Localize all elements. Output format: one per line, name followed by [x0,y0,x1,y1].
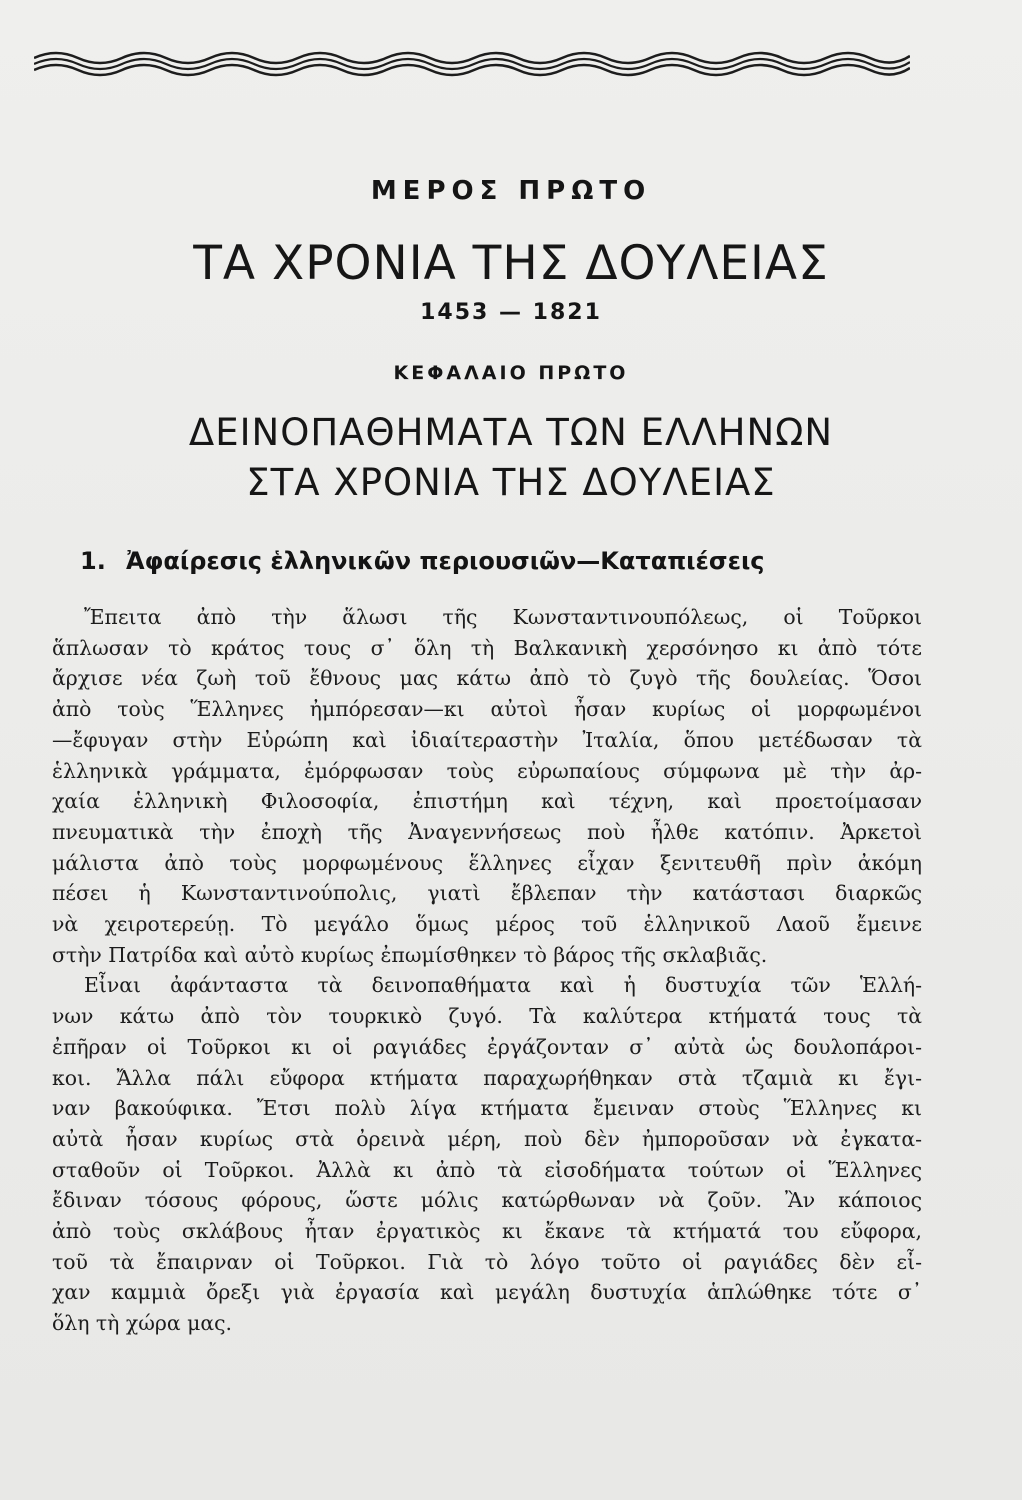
chapter-title-line-1: ΔΕΙΝΟΠΑΘΗΜΑΤΑ ΤΩΝ ΕΛΛΗΝΩΝ [188,411,834,454]
text-line: ἔδιναν τόσους φόρους, ὥστε μόλις κατώρθωναν νὰ ζοῦν. Ἂν κάποιος [52,1188,922,1213]
text-line: στὴν Πατρίδα καὶ αὐτὸ κυρίως ἐπωμίσθηκεν τὸ βάρος τῆς σκλαβιᾶς. [52,942,768,967]
paragraph [52,970,922,1338]
text-line: ἐπῆραν οἱ Τοῦρκοι κι οἱ ραγιάδες ἐργάζονταν σ᾿ αὐτὰ ὡς δουλοπάροι- [52,1034,922,1059]
chapter-title-line-2: ΣΤΑ ΧΡΟΝΙΑ ΤΗΣ ΔΟΥΛΕΙΑΣ [246,461,776,504]
text-line: ἄρχισε νέα ζωὴ τοῦ ἔθνους μας κάτω ἀπὸ τὸ ζυγὸ τῆς δουλείας. Ὅσοι [52,666,922,691]
section-title: Ἀφαίρεσις ἑλληνικῶν περιουσιῶν—Καταπιέσεις [126,547,765,575]
text-line: τοῦ τὰ ἔπαιρναν οἱ Τοῦρκοι. Γιὰ τὸ λόγο τοῦτο οἱ ραγιάδες δὲν εἶ- [52,1249,922,1274]
text-line: ἀπὸ τοὺς σκλάβους ἦταν ἐργατικὸς κι ἔκανε τὰ κτήματά του εὔφορα, [52,1219,922,1244]
section-heading [50,547,950,575]
chapter-title [0,408,1022,508]
wavy-rule-ornament-icon [34,44,910,78]
text-line: ὅλη τὴ χώρα μας. [52,1311,233,1336]
text-line: χαία ἑλληνικὴ Φιλοσοφία, ἐπιστήμη καὶ τέχνη, καὶ προετοίμασαν [52,789,922,814]
text-line: πνευματικὰ τὴν ἐποχὴ τῆς Ἀναγεννήσεως ποὺ ἦλθε κατόπιν. Ἀρκετοὶ [52,819,922,844]
text-line: ἑλληνικὰ γράμματα, ἐμόρφωσαν τοὺς εὐρωπαίους σύμφωνα μὲ τὴν ἀρ- [52,758,922,783]
text-line: νὰ χειροτερεύῃ. Τὸ μεγάλο ὅμως μέρος τοῦ ἑλληνικοῦ Λαοῦ ἔμεινε [52,912,922,937]
body-text [52,602,922,1339]
text-line: σταθοῦν οἱ Τοῦρκοι. Ἀλλὰ κι ἀπὸ τὰ εἰσοδήματα τούτων οἱ Ἕλληνες [52,1157,922,1182]
text-line: κοι. Ἄλλα πάλι εὔφορα κτήματα παραχωρήθηκαν στὰ τζαμιὰ κι ἔγι- [52,1065,922,1090]
text-line: αὐτὰ ἦσαν κυρίως στὰ ὀρεινὰ μέρη, ποὺ δὲν ἠμποροῦσαν νὰ ἐγκατα- [52,1126,922,1151]
text-line: —ἔφυγαν στὴν Εὐρώπη καὶ ἰδιαίτεραστὴν Ἰταλία, ὅπου μετέδωσαν τὰ [52,727,922,752]
text-line: πέσει ἡ Κωνσταντινούπολις, γιατὶ ἔβλεπαν τὴν κατάστασι διαρκῶς [52,881,922,906]
text-line: χαν καμμιὰ ὄρεξι γιὰ ἐργασία καὶ μεγάλη δυστυχία ἁπλώθηκε τότε σ᾿ [52,1280,922,1305]
part-label: ΜΕΡΟΣ ΠΡΩΤΟ [370,176,652,206]
text-line: νων κάτω ἀπὸ τὸν τουρκικὸ ζυγό. Τὰ καλύτερα κτήματά τους τὰ [52,1004,922,1029]
paragraph [52,602,922,970]
main-title: ΤΑ ΧΡΟΝΙΑ ΤΗΣ ΔΟΥΛΕΙΑΣ [193,236,829,291]
chapter-label: ΚΕΦΑΛΑΙΟ ΠΡΩΤΟ [393,362,629,384]
years-range: 1453 — 1821 [420,300,602,325]
section-number: 1. [80,547,106,575]
text-line: ἀπὸ τοὺς Ἕλληνες ἠμπόρεσαν—κι αὐτοὶ ἦσαν κυρίως οἱ μορφωμένοι [52,697,922,722]
text-line: Ἔπειτα ἀπὸ τὴν ἅλωσι τῆς Κωνσταντινουπόλεως, οἱ Τοῦρκοι [84,605,922,629]
text-line: ἅπλωσαν τὸ κράτος τους σ᾿ ὅλη τὴ Βαλκανικὴ χερσόνησο κι ἀπὸ τότε [52,635,922,660]
text-line: μάλιστα ἀπὸ τοὺς μορφωμένους ἕλληνες εἶχαν ξενιτευθῆ πρὶν ἀκόμη [52,850,922,875]
text-line: ναν βακούφικα. Ἔτσι πολὺ λίγα κτήματα ἔμειναν στοὺς Ἕλληνες κι [52,1096,922,1121]
text-line: Εἶναι ἀφάνταστα τὰ δεινοπαθήματα καὶ ἡ δυστυχία τῶν Ἑλλή- [84,973,922,998]
